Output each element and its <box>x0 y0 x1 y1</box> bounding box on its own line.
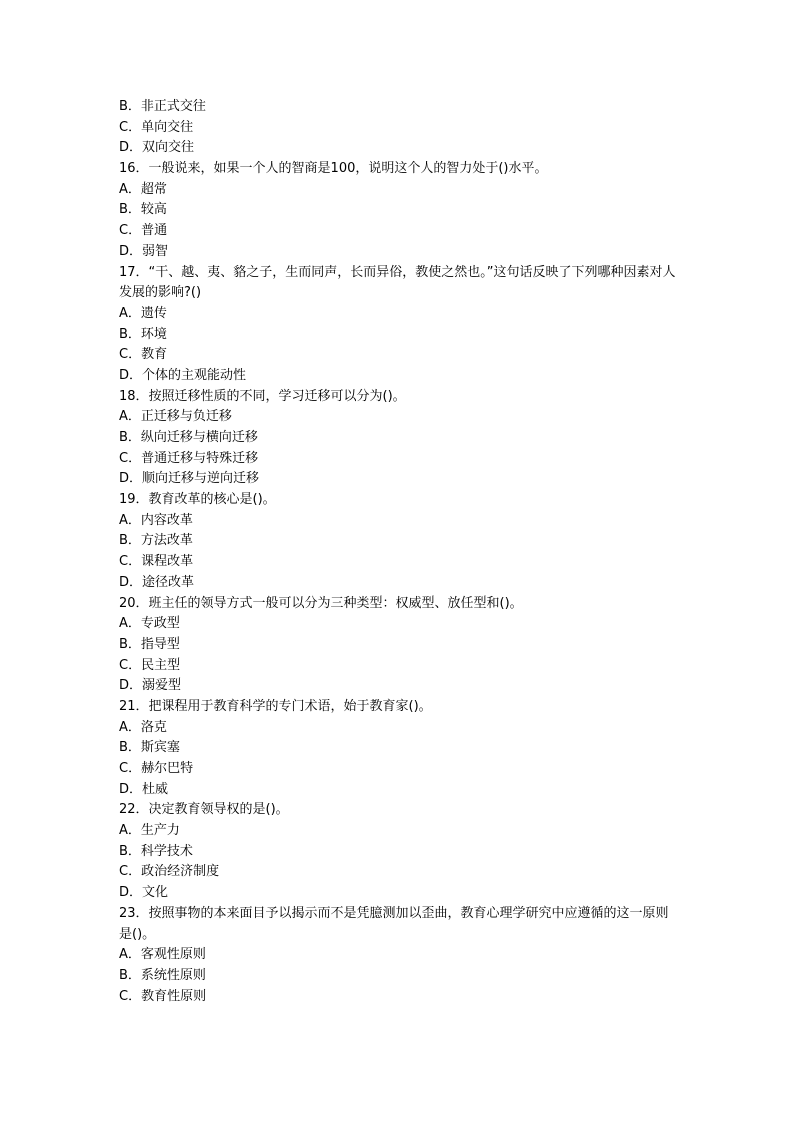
question-17: 17．“干、越、夷、貉之子，生而同声，长而异俗，教使之然也。”这句话反映了下列哪种因素对人发展的影响?() <box>119 264 676 301</box>
option-line: A．遗传 <box>119 305 167 321</box>
option-line: D．杜威 <box>119 781 169 797</box>
question-16: 16．一般说来，如果一个人的智商是100，说明这个人的智力处于()水平。 <box>119 161 548 177</box>
option-line: A．超常 <box>119 181 167 197</box>
option-line: D．途径改革 <box>119 574 195 590</box>
option-line: A．正迁移与负迁移 <box>119 409 232 425</box>
option-line: B．指导型 <box>119 636 180 652</box>
option-line: D．个体的主观能动性 <box>119 367 247 383</box>
option-line: B．科学技术 <box>119 843 193 859</box>
option-line: D．顺向迁移与逆向迁移 <box>119 471 260 487</box>
option-line: C．教育性原则 <box>119 988 207 1004</box>
question-21: 21．把课程用于教育科学的专门术语，始于教育家()。 <box>119 698 432 714</box>
option-line: B．环境 <box>119 326 167 342</box>
option-line: C．教育 <box>119 347 168 363</box>
question-23: 23．按照事物的本来面目予以揭示而不是凭臆测加以歪曲，教育心理学研究中应遵循的这一原则是()。 <box>119 905 669 942</box>
option-line: C．民主型 <box>119 657 181 673</box>
document-page-content <box>119 97 679 1007</box>
question-18: 18．按照迁移性质的不同，学习迁移可以分为()。 <box>119 388 406 404</box>
option-line: A．生产力 <box>119 823 180 839</box>
option-line: A．内容改革 <box>119 512 193 528</box>
option-line: C．赫尔巴特 <box>119 761 194 777</box>
option-line: D．双向交往 <box>119 140 195 156</box>
option-line: D．文化 <box>119 885 169 901</box>
option-line: D．弱智 <box>119 243 169 259</box>
option-line: B．斯宾塞 <box>119 740 180 756</box>
option-line: B．较高 <box>119 202 167 218</box>
option-line: B．纵向迁移与横向迁移 <box>119 430 258 446</box>
option-line: C．普通 <box>119 223 168 239</box>
option-line: B．非正式交往 <box>119 99 206 114</box>
option-line: C．单向交往 <box>119 119 194 135</box>
option-line: C．课程改革 <box>119 554 194 570</box>
option-line: C．政治经济制度 <box>119 864 220 880</box>
option-line: D．溺爱型 <box>119 678 182 694</box>
option-line: A．洛克 <box>119 719 167 735</box>
option-line: B．方法改革 <box>119 533 193 549</box>
option-line: A．专政型 <box>119 616 180 632</box>
option-line: C．普通迁移与特殊迁移 <box>119 450 259 466</box>
option-line: B．系统性原则 <box>119 967 206 983</box>
question-20: 20．班主任的领导方式一般可以分为三种类型：权威型、放任型和()。 <box>119 595 523 611</box>
question-19: 19．教育改革的核心是()。 <box>119 492 276 508</box>
option-line: A．客观性原则 <box>119 947 206 963</box>
question-22: 22．决定教育领导权的是()。 <box>119 802 289 818</box>
